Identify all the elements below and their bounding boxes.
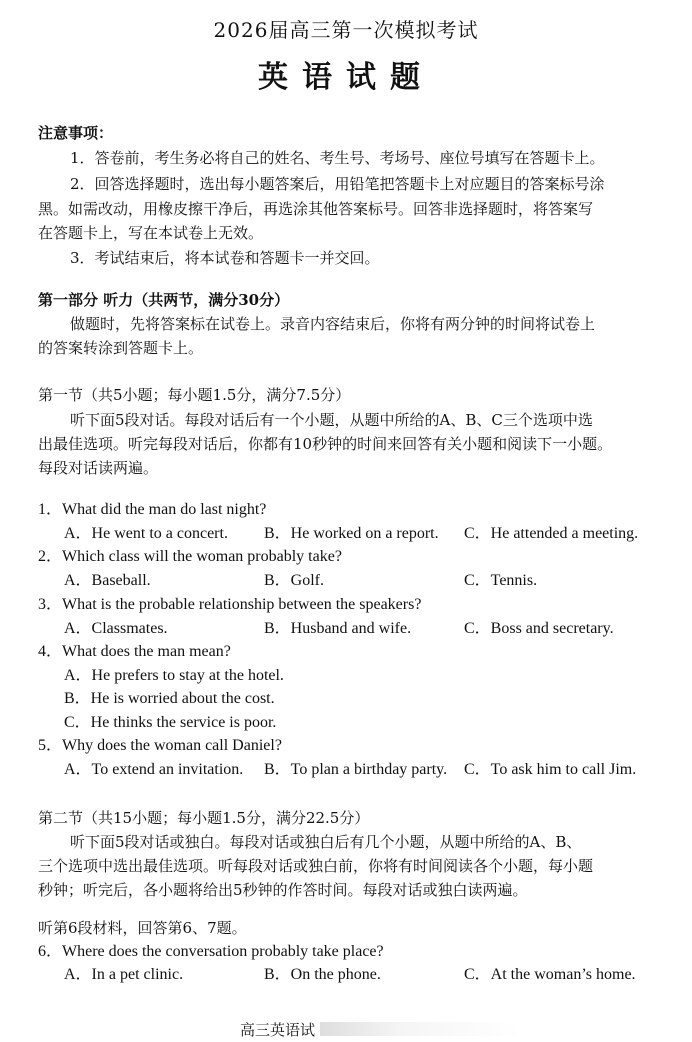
option-c: C．Tennis.: [464, 572, 538, 589]
notice-item-1: 1．答卷前，考生务必将自己的姓名、考生号、考场号、座位号填写在答题卡上。: [70, 149, 605, 167]
subject-title: 英语试题: [258, 60, 434, 95]
question-stem: 5．Why does the woman call Daniel?: [38, 737, 282, 754]
question-stem: 2．Which class will the woman probably take?: [38, 548, 342, 565]
option-c: C．He thinks the service is poor.: [64, 714, 277, 731]
notice-item-3: 3．考试结束后，将本试卷和答题卡一并交回。: [70, 249, 380, 267]
option-a: A．Classmates.: [64, 620, 168, 637]
part1-title: 第一部分 听力（共两节，满分30分）: [38, 291, 290, 309]
option-b: B．On the phone.: [264, 966, 381, 983]
question-stem: 6．Where does the conversation probably take place?: [38, 943, 384, 960]
material-6-heading: 听第6段材料，回答第6、7题。: [38, 919, 247, 937]
footer-smudge: [320, 1022, 520, 1036]
option-c: C．To ask him to call Jim.: [464, 761, 637, 778]
section1-instruction-line-1: 听下面5段对话。每段对话后有一个小题，从题中所给的A、B、C三个选项中选: [70, 411, 593, 429]
option-c: C．Boss and secretary.: [464, 620, 614, 637]
option-b: B．He worked on a report.: [264, 525, 439, 542]
section2-instruction-line-1: 听下面5段对话或独白。每段对话或独白后有几个小题，从题中所给的A、B、: [70, 833, 582, 851]
option-a: A．To extend an invitation.: [64, 761, 244, 778]
section2-instruction-line-3: 秒钟；听完后，各小题将给出5秒钟的作答时间。每段对话或独白读两遍。: [38, 881, 528, 899]
option-a: A．In a pet clinic.: [64, 966, 184, 983]
option-b: B．Husband and wife.: [264, 620, 412, 637]
exam-name: 2026届高三第一次模拟考试: [213, 18, 479, 42]
option-b: B．Golf.: [264, 572, 325, 589]
question-stem: 1．What did the man do last night?: [38, 501, 267, 518]
section1-instruction-line-3: 每段对话读两遍。: [38, 459, 159, 477]
option-a: A．He prefers to stay at the hotel.: [64, 667, 284, 684]
question-stem: 3．What is the probable relationship between the speakers?: [38, 596, 422, 613]
question-stem: 4．What does the man mean?: [38, 643, 231, 660]
section1-instruction-line-2: 出最佳选项。听完每段对话后，你都有10秒钟的时间来回答有关小题和阅读下一小题。: [38, 435, 613, 453]
notice-title: 注意事项：: [38, 124, 114, 142]
option-a: A．He went to a concert.: [64, 525, 228, 542]
notice-item-2-line-1: 2．回答选择题时，选出每小题答案后，用铅笔把答题卡上对应题目的答案标号涂: [70, 175, 605, 193]
option-a: A．Baseball.: [64, 572, 151, 589]
notice-item-2-line-2: 黑。如需改动，用橡皮擦干净后，再选涂其他答案标号。回答非选择题时，将答案写: [38, 200, 594, 218]
section1-title: 第一节（共5小题；每小题1.5分，满分7.5分）: [38, 386, 351, 404]
part1-instruction-line-1: 做题时，先将答案标在试卷上。录音内容结束后，你将有两分钟的时间将试卷上: [70, 315, 596, 333]
page-footer: 高三英语试: [240, 1021, 316, 1039]
section2-title: 第二节（共15小题；每小题1.5分，满分22.5分）: [38, 809, 370, 827]
option-c: C．He attended a meeting.: [464, 525, 639, 542]
option-c: C．At the woman’s home.: [464, 966, 636, 983]
option-b: B．To plan a birthday party.: [264, 761, 448, 778]
part1-instruction-line-2: 的答案转涂到答题卡上。: [38, 339, 204, 357]
section2-instruction-line-2: 三个选项中选出最佳选项。听每段对话或独白前，你将有时间阅读各个小题，每小题: [38, 857, 594, 875]
notice-item-2-line-3: 在答题卡上，写在本试卷上无效。: [38, 224, 264, 242]
option-b: B．He is worried about the cost.: [64, 690, 275, 707]
